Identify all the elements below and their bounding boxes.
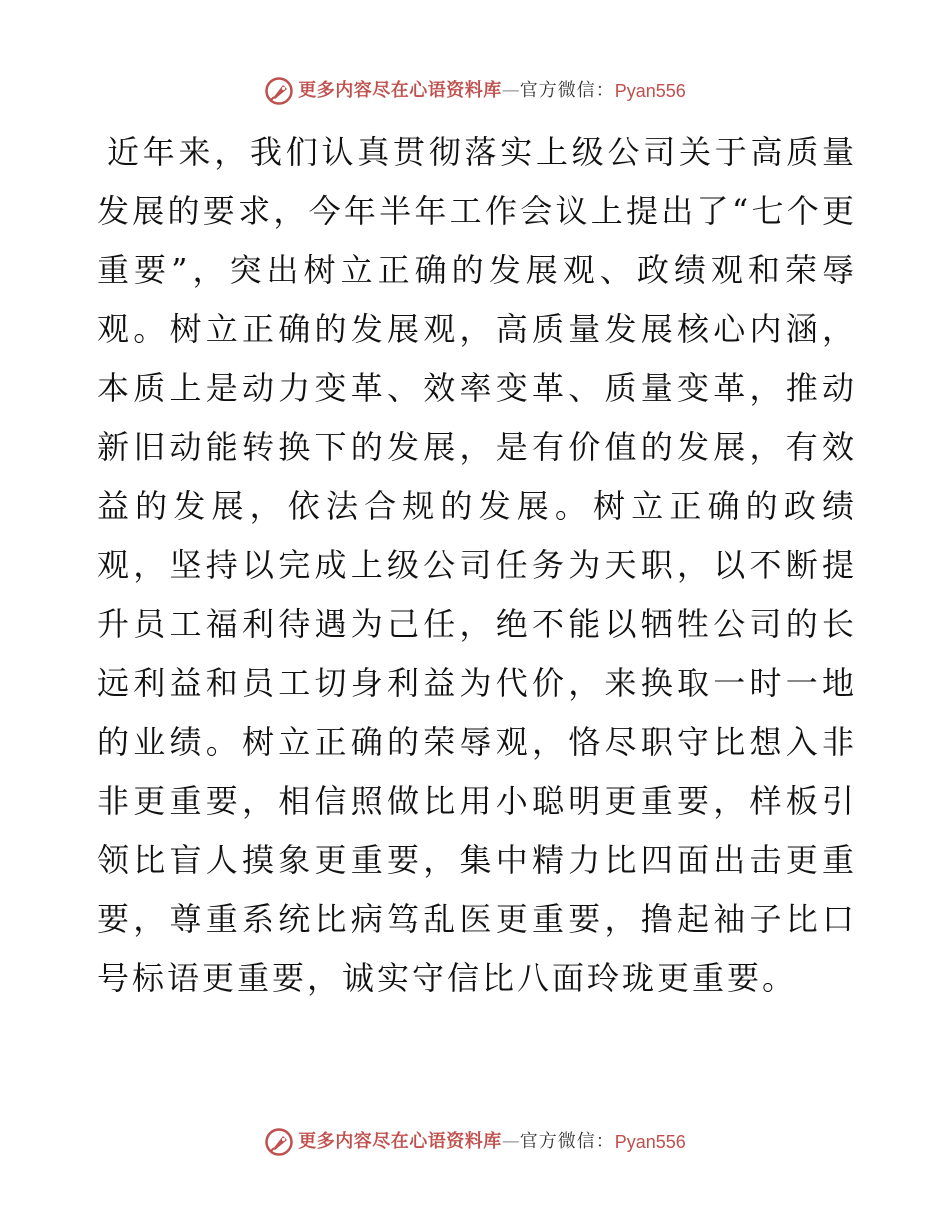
body-paragraph: 近年来，我们认真贯彻落实上级公司关于高质量发展的要求，今年半年工作会议上提出了“七个更重要”，突出树立正确的发展观、政绩观和荣辱观。树立正确的发展观，高质量发展核心内涵，本质上是动力变革、效率变革、质量变革，推动新旧动能转换下的发展，是有价值的发展，有效益的发展，依法合规的发展。树立正确的政绩观，坚持以完成上级公司任务为天职，以不断提升员工福利待遇为己任，绝不能以牺牲公司的长远利益和员工切身利益为代价，来换取一时一地的业绩。树立正确的荣辱观，恪尽职守比想入非非更重要，相信照做比用小聪明更重要，样板引领比盲人摸象更重要，集中精力比四面出击更重要，尊重系统比病笃乱医更重要，撸起袖子比口号标语更重要，诚实守信比八面玲珑更重要。 (97, 133, 857, 997)
banner-main-text: 更多内容尽在心语资料库 (298, 1131, 502, 1152)
banner-contact-label: 官方微信： (519, 80, 615, 101)
banner-contact-label: 官方微信： (519, 1131, 615, 1152)
banner-contact-id: Pyan556 (614, 1132, 686, 1152)
header-banner (0, 76, 950, 106)
banner-dash: — (501, 80, 520, 101)
banner-contact-id: Pyan556 (614, 81, 686, 101)
pen-nib-logo-icon (264, 76, 294, 106)
footer-banner (0, 1127, 950, 1157)
banner-main-text: 更多内容尽在心语资料库 (298, 80, 502, 101)
banner-dash: — (501, 1131, 520, 1152)
pen-nib-logo-icon (264, 1127, 294, 1157)
